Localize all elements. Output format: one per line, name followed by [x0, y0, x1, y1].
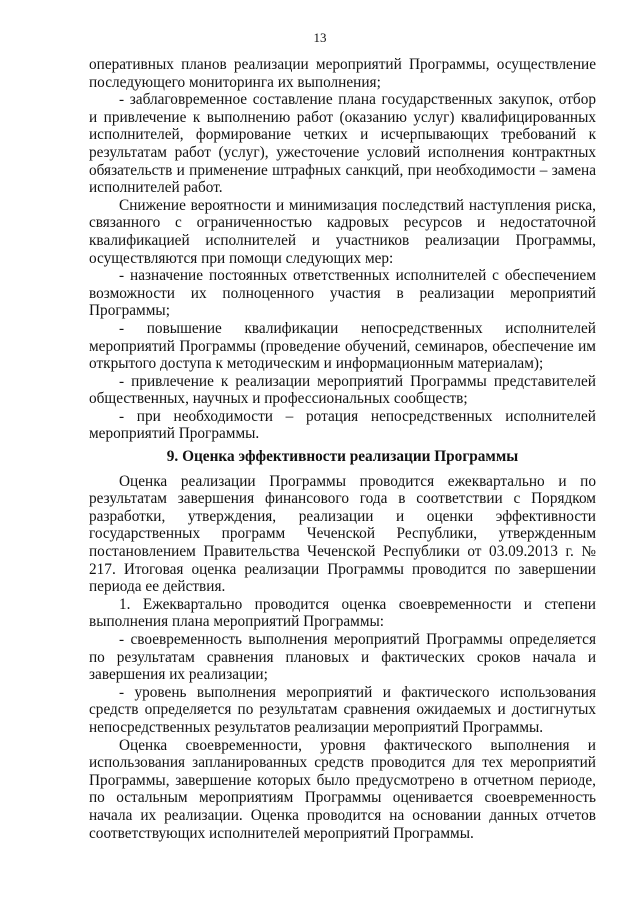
list-item-communities: - привлечение к реализации мероприятий Программы представителей общественных, научных и профессиональных сообществ; — [89, 372, 596, 408]
section-heading: 9. Оценка эффективности реализации Программы — [166, 448, 519, 466]
list-item-execution-level: - уровень выполнения мероприятий и фактического использования средств определяется по результатам сравнения ожидаемых и достигнутых непосредственных результатов реализации мероприятий Программы. — [89, 683, 596, 736]
list-item-permanent-executors: - назначение постоянных ответственных исполнителей с обеспечением возможности их полноценного участия в реализации мероприятий Программы; — [89, 267, 596, 320]
page-number: 13 — [313, 30, 327, 45]
paragraph-assessment: Оценка своевременности, уровня фактического выполнения и использования запланированных средств проводится для тех мероприятий Программы, завершение которых было предусмотрено в отчетном периоде, по остальным мероприятиям Программы оценивается своевременность начала их реализации. Оценка проводится на основании данных отчетов соответствующих исполнителей мероприятий Программы. — [89, 736, 596, 842]
list-item-qualification: - повышение квалификации непосредственных исполнителей мероприятий Программы (проведение обучений, семинаров, обеспечение им открытого доступа к методическим и информационным материалам); — [89, 319, 596, 373]
paragraph-continuation: оперативных планов реализации мероприятий Программы, осуществление последующего мониторинга их выполнения; — [89, 56, 596, 91]
paragraph-evaluation: Оценка реализации Программы проводится ежеквартально и по результатам завершения финансового года в соответствии с Порядком разработки, утверждения, реализации и оценки эффективности государственных программ Чеченской Республики, утвержденным постановлением Правительства Чеченской Республики от 03.09.2013 г. № 217. Итоговая оценка реализации Программы проводится по завершении периода ее действия. — [89, 472, 596, 596]
list-item-rotation: - при необходимости – ротация непосредственных исполнителей мероприятий Программы. — [89, 407, 596, 443]
document-body — [89, 56, 596, 842]
list-item-procurement: - заблаговременное составление плана государственных закупок, отбор и привлечение к выполнению работ (оказанию услуг) квалифицированных исполнителей, формирование четких и исчерпывающих требований к результатам работ (услуг), ужесточение условий исполнения контрактных обязательств и применение штрафных санкций, при необходимости – замена исполнителей работ. — [89, 91, 596, 197]
paragraph-quarterly: 1. Ежеквартально проводится оценка своевременности и степени выполнения плана мероприятий Программы: — [89, 595, 596, 631]
list-item-timeliness: - своевременность выполнения мероприятий Программы определяется по результатам сравнения плановых и фактических сроков начала и завершения их реализации; — [89, 631, 596, 684]
paragraph-risk-reduction: Снижение вероятности и минимизация последствий наступления риска, связанного с ограниченностью кадровых ресурсов и недостаточной квалификацией исполнителей и участников реализации Программы, осуществляются при помощи следующих мер: — [89, 196, 596, 267]
